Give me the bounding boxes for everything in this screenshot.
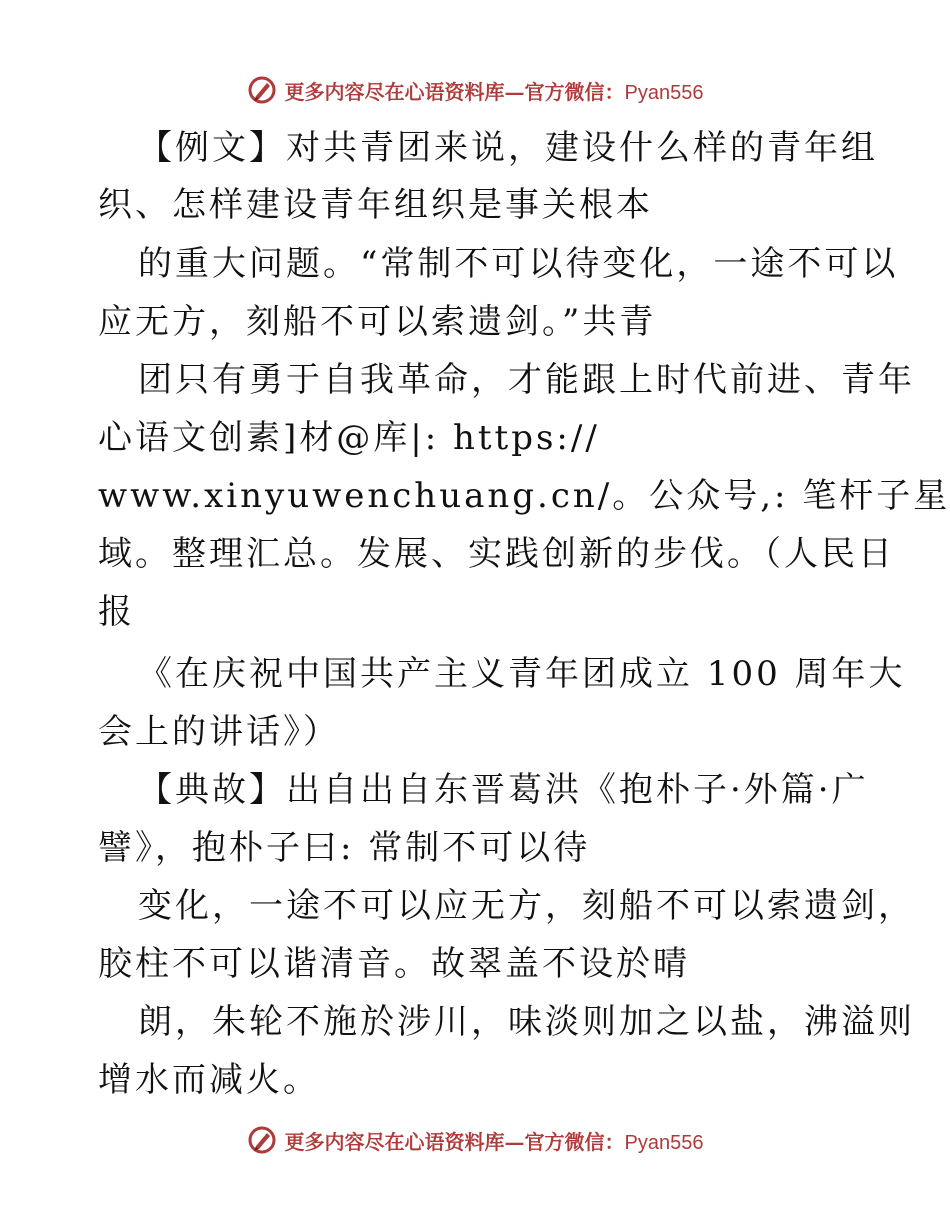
text-line: 域。整理汇总。发展、实践创新的步伐。（人民日 [98,534,895,574]
text-line: 变化，一途不可以应无方，刻船不可以索遗剑， [138,886,915,926]
text-line: 朗，朱轮不施於涉川，味淡则加之以盐，沸溢则 [138,1002,915,1042]
text-line: 团只有勇于自我革命，才能跟上时代前进、青年 [138,360,915,400]
text-line: 报 [98,592,135,632]
text-line: 的重大问题。“常制不可以待变化，一途不可以 [138,244,899,284]
text-line: 会上的讲话》） [98,712,340,752]
watermark-text: 更多内容尽在心语资料库—官方微信：Pyan556 [284,79,704,104]
header-watermark [0,70,950,110]
watermark-text: 更多内容尽在心语资料库—官方微信：Pyan556 [284,1129,704,1154]
pen-logo-icon [247,1125,277,1155]
text-line: 应无方，刻船不可以索遗剑。”共青 [98,302,657,342]
text-line: 《在庆祝中国共产主义青年团成立 100 周年大 [138,654,906,694]
text-line: www.xinyuwenchuang.cn/。公众号,: 笔杆子星 [98,476,950,516]
text-line: 【典故】出自出自东晋葛洪《抱朴子·外篇·广 [138,770,869,810]
text-line: 心语文创素]材@库|: https:// [98,418,600,458]
text-line: 增水而减火。 [98,1060,320,1100]
text-line: 胶柱不可以谐清音。故翠盖不设於晴 [98,944,690,984]
text-line: 譬》，抱朴子曰: 常制不可以待 [98,828,591,868]
pen-logo-icon [247,75,277,105]
text-line: 织、怎样建设青年组织是事关根本 [98,185,653,225]
footer-watermark [0,1120,950,1160]
text-line: 【例文】对共青团来说，建设什么样的青年组 [138,128,878,168]
